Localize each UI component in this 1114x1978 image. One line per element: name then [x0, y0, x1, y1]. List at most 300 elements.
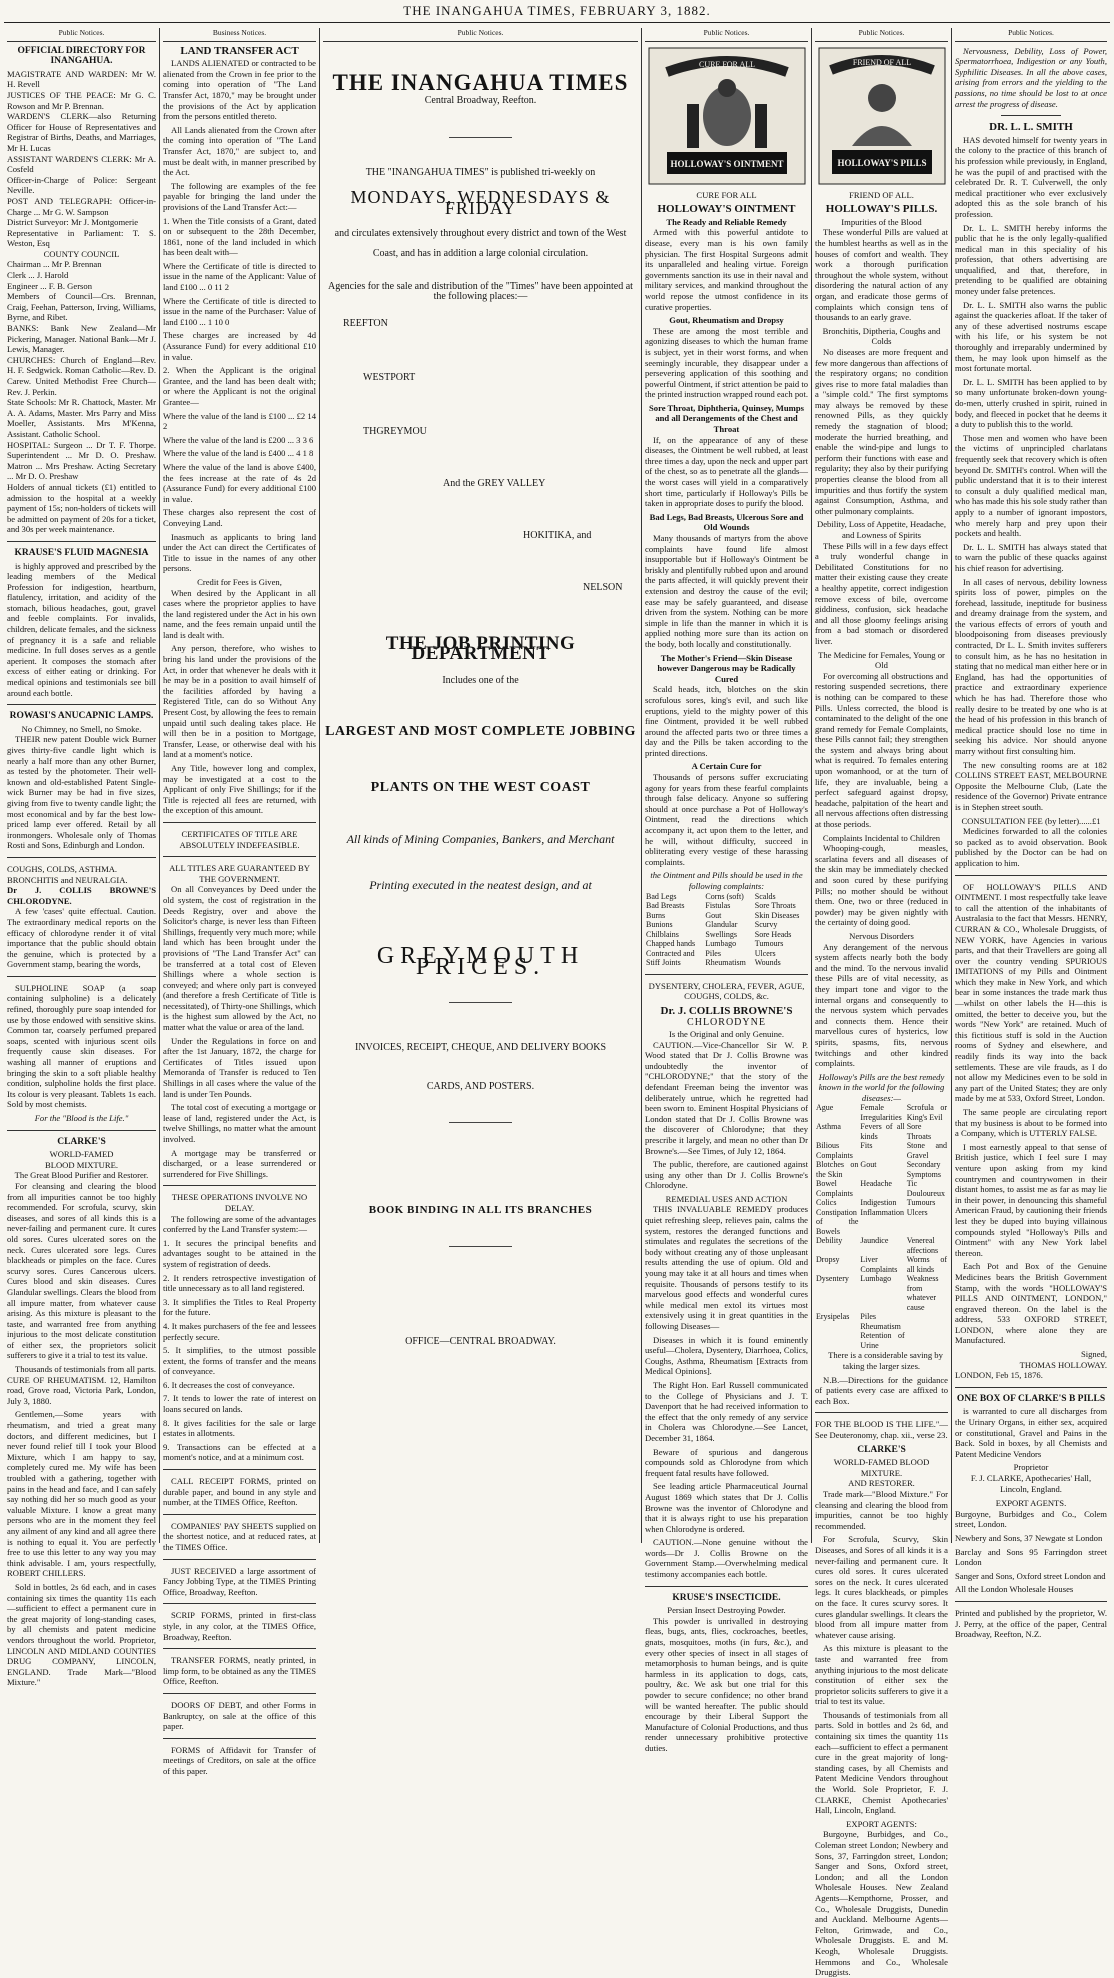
ointment-paragraph: Thousands of persons suffer excruciating agony for years from these fearful complaints through false delicacy. Anyone so suffering should at once purchase a Pot of Holloway's Ointment, read the directions which accompany it, act upon them to the letter, and he will, without difficulty, succeed in obliterating every vestige of these harassing complaints.: [645, 772, 808, 867]
clarke-pills-agent: Newbery and Sons, 37 Newgate st London: [955, 1532, 1103, 1543]
ad-pay-sheets: COMPANIES' PAY SHEETS supplied on the shortest notice, and at reduced rates, at the TIMES Office.: [163, 1520, 316, 1552]
divider: [163, 1738, 316, 1739]
directory-line: Holders of annual tickets (£1) entitled to admission to the hospital at a weekly payment of 15s; non-holders of tickets will be admitted on payment of 20s for a ticket, and 30s per week maintenance.: [7, 481, 156, 535]
land-fee: Where the value of the land is above £400, the fees increase at the rate of 4s 2d (Assurance Fund) for every additional £100 in value.: [163, 461, 316, 504]
table-cell: Gout: [705, 910, 722, 920]
pills-diseases-table: [815, 1103, 948, 1350]
table-row: [815, 1312, 948, 1322]
smith-paragraph: The new consulting rooms are at 182 COLLINS STREET EAST, MELBOURNE Opposite the Melbourne Club, (Late the residence of the Governor) Private entrance is in Stephen street south.: [955, 759, 1107, 812]
ointment-paragraph: Scald heads, itch, blotches on the skin scrofulous sores, king's evil, and such like eruptions, yield to the mighty power of this fine Ointment, provided it be well rubbed around the affected parts two or three times a day and the Pills be taken according to the printed directions.: [645, 684, 808, 758]
chlorodyne-sub: Is the Original and only Genuine.: [668, 1028, 785, 1039]
table-row: [815, 1179, 948, 1198]
directory-line: POST AND TELEGRAPH: Officer-in-Charge ... Mr G. W. Sampson: [7, 195, 156, 217]
printing-note: Printing executed in the neatest design, and at: [369, 878, 592, 893]
plants-heading: PLANTS ON THE WEST COAST: [370, 780, 591, 796]
ad-type: JUST RECEIVED a large assortment of Fancy Jobbing Type, at the TIMES Printing Office, Broadway, Reefton.: [163, 1565, 316, 1597]
directory-line: Representative in Parliament: T. S. Weston, Esq: [7, 227, 156, 249]
table-cell: Lumbago: [705, 939, 737, 949]
land-title: LAND TRANSFER ACT: [180, 44, 299, 57]
table-cell: Glandular: [705, 920, 738, 930]
ointment-paragraph: If, on the appearance of any of these diseases, the Ointment be well rubbed, at least three times a day, upon the neck and upper part of the chest, so as to penetrate all the glands—the worst cases will yield in a comparatively short time, particularly if Holloway's Pills be taken in appropriate doses to purify the blood.: [645, 434, 808, 509]
coughs-line: BRONCHITIS and NEURALGIA.: [7, 874, 128, 885]
chlorodyne-paragraph: CAUTION.—Vice-Chancellor Sir W. P. Wood stated that Dr J. Collis Browne was undoubtedly the inventor of "CHLORODYNE;" that the story of the defendant Freeman being the inventor was deliberately untrue, which he regretted had been sworn to. Eminent Hospital Physicians of London stated that Dr J. Collis Browne was the discoverer of Chlorodyne; that they prescribe it largely, and mean no other than Dr Browne's.—See Times, of July 12, 1864.: [645, 1039, 808, 1156]
table-cell: Fevers of all kinds: [860, 1122, 905, 1141]
clarke-pills-agent: Burgoyne, Burbidges and Co., Colem street, London.: [955, 1508, 1107, 1530]
clarke-title: CLARKE'S: [57, 1136, 106, 1147]
agency-place: HOKITIKA, and: [523, 529, 592, 541]
land-subhead: ALL TITLES ARE GUARANTEED BY: [169, 863, 310, 874]
rowasi-text: THEIR new patent Double wick Burner gives thirty-five candle light which is nearly a half more than any other Burner, as tested by the photometer. Their well-known and old-established Patent Single-wick Burner may be had in five sizes, giving from five to twenty candle light; the most economical and by far the best low-priced lamp ever offered. Retail by all ironmongers. Wholesale only of Thomas Rosti and Sons, Edinburgh and London.: [7, 734, 156, 851]
land-paragraph: When desired by the Applicant in all cases where the proprietor applies to have the land registered under the Act in his own name, and the fees remain unpaid until the land is dealt with.: [163, 587, 316, 640]
table-cell: Constipation of the Bowels: [816, 1207, 859, 1236]
divider: [7, 857, 156, 858]
land-subhead: ABSOLUTELY INDEFEASIBLE.: [179, 839, 300, 850]
land-subhead: THE GOVERNMENT.: [199, 873, 280, 884]
clarke-title: WORLD-FAMED: [49, 1149, 114, 1160]
ointment-complaints-table: [645, 892, 808, 968]
directory-line: ASSISTANT WARDEN'S CLERK: Mr A. Cosfeld: [7, 153, 156, 175]
holloway-notice-name: THOMAS HOLLOWAY.: [1019, 1359, 1107, 1370]
directory-line: WARDEN'S CLERK—also Returning Officer for House of Representatives and Registrar of Births, Deaths, and Marriages, Mr H. Lucas: [7, 111, 156, 153]
clarke-text: Thousands of testimonials from all parts. CURE OF RHEUMATISM. 12, Hamilton road, Grove road, Victoria Park, London, July 3, 1880.: [7, 1364, 156, 1406]
circulation-note: and circulates extensively throughout every district and town of the West Coast, and has in addition a large colonial circulation.: [334, 227, 627, 259]
divider: [163, 1648, 316, 1649]
pills-subhead: The Medicine for Females, Young or Old: [818, 649, 945, 671]
divider: [449, 1122, 512, 1123]
table-cell: Liver Complaints: [860, 1255, 898, 1274]
holloway-ointment-illustration: [647, 46, 807, 186]
agency-place: THGREYMOU: [363, 425, 427, 437]
table-row: [815, 1274, 948, 1312]
directory-line: JUSTICES OF THE PEACE: Mr G. C. Rowson and Mr P. Brennan.: [7, 89, 156, 111]
land-fee: Where the value of the land is £200 ... 3 3 6: [163, 434, 314, 445]
clarke-pills-title: ONE BOX OF CLARKE'S B PILLS: [956, 1393, 1106, 1404]
insecticide-title: KRUSE'S INSECTICIDE.: [672, 1592, 781, 1603]
table-row: [645, 901, 808, 911]
ointment-subhead: The Mother's Friend—Skin Disease however Dangerous may be Radically Cured: [657, 652, 796, 684]
divider: [163, 1185, 316, 1186]
pills-title: HOLLOWAY'S PILLS.: [825, 203, 938, 216]
directory-list: [7, 69, 156, 535]
smith-paragraph: Medicines forwarded to all the colonies so packed as to avoid observation. Book published by the Doctor can be had on application to him.: [955, 826, 1107, 868]
table-cell: Bad Breasts: [646, 901, 685, 911]
clarke-mid-agents: Burgoyne, Burbidges, and Co., Coleman street London; Newbery and Sons, 37, Farringdon street, London; Sanger and Sons, Oxford street, London; and all the London Wholesale Houses. New Zealand Agents—Kempthorne, Prosser, and Co., Wholesale Druggists, Dunedin and Auckland. Melbourne Agents—Felton, Grimwade, and Co., Wholesale Druggists. E. and M. Keogh, Wholesale Druggists. Hemmons and Co., Wholesale Druggists.: [815, 1829, 948, 1978]
table-cell: Ague: [816, 1103, 834, 1113]
land-paragraph: The total cost of executing a mortgage or lease of land, registered under the Act, is twelve Shillings, no matter what the amount involved.: [163, 1102, 316, 1144]
chlorodyne-paragraph: Beware of spurious and dangerous compounds sold as Chlorodyne from which frequent fatal results have followed.: [645, 1446, 808, 1478]
table-row: [645, 958, 808, 968]
agencies-note: Agencies for the sale and distribution of the "Times" have been appointed at the following places:—: [328, 280, 633, 303]
coughs-line: COUGHS, COLDS, ASTHMA.: [7, 863, 118, 874]
pills-note: There is a considerable saving by taking the larger sizes.: [828, 1350, 943, 1372]
divider: [163, 822, 316, 823]
ad-transfer: TRANSFER FORMS, neatly printed, in limp form, to be obtained as any the TIMES Office, Reefton.: [163, 1655, 316, 1687]
chlorodyne-paragraph: Diseases in which it is found eminently useful—Cholera, Dysentery, Diarrhoea, Colics, Coughs, Asthma, Rheumatism [Extracts from Medical Opinions].: [645, 1334, 808, 1377]
table-cell: Fits: [860, 1141, 873, 1151]
table-row: [815, 1236, 948, 1255]
clarke-mid-title: WORLD-FAMED BLOOD MIXTURE.: [833, 1457, 930, 1478]
clarke-pills-agents-heading: EXPORT AGENTS.: [995, 1498, 1067, 1509]
clarke-mid-paragraph: Thousands of testimonials from all parts. Sold in bottles and 2s 6d, and containing six times the quantity 11s each—sufficient to effect a permanent cure in the great majority of long-standing cases, by all Chemists and Patent Medicine Vendors throughout the World. Sole Proprietor, F. J. CLARKE, Chemist Apothecaries' Hall, Lincoln, England.: [815, 1709, 948, 1816]
table-row: [815, 1322, 948, 1332]
ointment-subhead: The Ready and Reliable Remedy: [666, 216, 787, 227]
column-header: Business Notices.: [163, 28, 316, 42]
smith-paragraph: Dr. L. L. SMITH also warns the public against the quackeries afloat. If the taker of any of these advertised nostrums escape with his life, or his system be not thoroughly and irreparably undermined by them, he may look upon himself as the most fortunate mortal.: [955, 299, 1107, 374]
table-cell: Rheumatism: [705, 958, 746, 968]
clarke-mid-title: AND RESTORER.: [848, 1478, 915, 1489]
insecticide-text: This powder is unrivalled in destroying fleas, bugs, ants, flies, cockroaches, beetles, gnats, mosquitoes, moths (in furs, &c.), and every other species of insect in all stages of metamorphosis to human beings, and is quite harmless in its application to dogs, cats, poultry, &c. We ask but one trial for this powder to secure confidence; no other brand will be wanted hereafter. The public should encourage by their Liberal Support the Manufacture of Colonial Productions, and thus render unnecessary prohibitive protective duties.: [645, 1615, 808, 1753]
table-cell: Sore Heads: [754, 929, 792, 939]
table-cell: Sore Throats: [754, 901, 796, 911]
table-cell: Piles: [705, 948, 721, 958]
divider: [1001, 115, 1062, 116]
land-paragraph: Inasmuch as applicants to bring land under the Act can direct the Certificates of Title to issue in the names of any other persons.: [163, 531, 316, 574]
clarke-pills-agent: All the London Wholesale Houses: [955, 1584, 1074, 1595]
table-cell: Sore Throats: [906, 1122, 932, 1141]
chlorodyne-paragraph: See leading article Pharmaceutical Journal August 1869 which states that Dr J. Collis Browne was the inventor of Chlorodyne and that it is always right to use his preparation when Chlorodyne is ordered.: [645, 1481, 808, 1534]
directory-line: State Schools: Mr R. Chattock, Master. Mr A. A. Adams, Master. Mrs Parry and Miss Moeller, Assistants. Mrs M'Kenna, Assistant. Catholic School.: [7, 397, 156, 439]
table-cell: Bad Legs: [646, 891, 677, 901]
clarke-text: Sold in bottles, 2s 6d each, and in cases containing six times the quantity 11s each—sufficient to effect a permanent cure in the great majority of long-standing cases, by all chemists and patent medicine vendors throughout the world. Proprietor, LINCOLN AND MIDLAND COUNTIES DRUG COMPANY, LINCOLN, ENGLAND. Trade Mark—"Blood Mixture.": [7, 1581, 156, 1688]
land-advantage: 2. It renders retrospective investigation of title unnecessary as to all land registered.: [163, 1272, 316, 1294]
table-cell: [906, 1312, 948, 1322]
land-fee: Where the value of the land is £100 ... £2 14 2: [163, 410, 316, 432]
divider: [163, 1693, 316, 1694]
holloway-pills-illustration: [817, 46, 947, 186]
pills-caption: FRIEND OF ALL.: [849, 189, 914, 200]
coughs-text: A few 'cases' quite effectual. Caution. The extraordinary medical reports on the efficacy of chlorodyne render it of vital importance that the public should obtain the genuine, which is protected by a Government stamp, bearing the words,: [7, 906, 156, 970]
directory-line: Clerk ... J. Harold: [7, 270, 69, 281]
pills-subhead: Holloway's Pills are the best remedy known in the world for the following diseases:—: [818, 1071, 945, 1103]
coughs-line: Dr J. COLLIS BROWNE'S CHLORODYNE.: [7, 885, 156, 906]
smith-paragraph: Those men and women who have been the victims of unprincipled charlatans frequently seek that recovery which is often beyond Dr. SMITH's control. When will the public understand that it is to their interest to consult a duly qualified medical man, who has made this his sole study rather than apply to a number of ignorant impostors, who merely harp and prey upon their pockets and health.: [955, 432, 1107, 539]
pills-subhead: Nervous Disorders: [849, 930, 914, 941]
cards-note: CARDS, AND POSTERS.: [426, 1080, 535, 1092]
land-fee: 2. When the Applicant is the original Grantee, and the land has been dealt with; or where the Applicant is not the original Grantee—: [163, 365, 316, 407]
divider: [815, 1412, 948, 1413]
ointment-title: HOLLOWAY'S OINTMENT: [657, 203, 796, 216]
pills-note: N.B.—Directions for the guidance of patients every case are affixed to each Box.: [815, 1374, 948, 1406]
land-subhead: THESE OPERATIONS INVOLVE NO DELAY.: [171, 1192, 308, 1213]
agency-place: And the GREY VALLEY: [443, 477, 546, 489]
publication-days: MONDAYS, WEDNESDAYS & FRIDAY: [350, 187, 611, 218]
chlorodyne-title: CHLORODYNE: [687, 1017, 766, 1029]
clarke-mid-title: CLARKE'S: [857, 1444, 906, 1455]
table-cell: Rheumatism: [860, 1321, 901, 1331]
ointment-banner: CURE FOR ALL: [698, 59, 755, 69]
table-cell: Stone and Gravel: [906, 1141, 947, 1160]
smith-paragraph: Dr. L. L. SMITH has been applied to by so many unfortunate broken-down young-do-men, utterly crushed in spirit, ruined in body, and fleeced in pocket that he deems it a duty to publish this to the world.: [955, 376, 1107, 430]
ad-forms: FORMS of Affidavit for Transfer of meetings of Creditors, on sale at the office of this paper.: [163, 1744, 316, 1776]
table-cell: Tic Douloureux: [906, 1179, 945, 1198]
divider: [7, 1130, 156, 1131]
table-row: [815, 1331, 948, 1350]
pills-subhead: Bronchitis, Diptheria, Coughs and Colds: [822, 325, 941, 347]
clarke-pills-agent: Sanger and Sons, Oxford street London and: [955, 1570, 1106, 1581]
ad-call-receipt: CALL RECEIPT FORMS, printed on durable paper, and bound in any style and number, at the TIMES Office, Reefton.: [163, 1476, 316, 1508]
divider: [645, 1586, 808, 1587]
table-row: [645, 930, 808, 940]
masthead-rule: [4, 22, 1110, 23]
directory-line: CHURCHES: Church of England—Rev. H. F. Sedgwick. Roman Catholic—Rev. D. Carew. United Methodist Free Church—Rev. J. Perkin.: [7, 354, 156, 397]
column-header: Public Notices.: [955, 28, 1107, 42]
clarke-mid-paragraph: For Scrofula, Scurvy, Skin Diseases, and Sores of all kinds it is a never-failing and permanent cure. It cures old sores. It cures ulcerated sores on the neck. It cures ulcerated legs. It cures blackheads, or pimples on the face. It cures scurvy sores. It cures glandular swellings. It clears the blood from all impure matter from whatever cause arising.: [815, 1534, 948, 1640]
ointment-paragraph: These are among the most terrible and agonizing diseases to which the human frame is subject, yet in their worst forms, and when seemingly incurable, they disappear under a persevering application of this soothing and powerful Ointment, if strict attention be paid to the printed instruction wrapped round each pot.: [645, 325, 808, 400]
land-paragraph: The following are some of the advantages conferred by the Land Transfer system:—: [163, 1213, 316, 1235]
land-paragraph: LANDS ALIENATED or contracted to be alienated from the Crown in fee prior to the coming into operation of "The Land Transfer Act, 1870," may be brought under the provisions of the Act by application from the persons entitled thereto.: [163, 58, 316, 122]
clarke-mid-paragraph: As this mixture is pleasant to the taste and warranted free from anything injurious to the most delicate constitution of either sex the proprietor solicits sufferers to give it a trial to test its value.: [815, 1643, 948, 1707]
krause-text: is highly approved and prescribed by the leading members of the Medical Profession for indigestion, heartburn, flatulency, irritation, and acidity of the stomach, bilious headaches, gout, gravel and feeble complaints. For invalids, children, delicate females, and the sickness of pregnancy it is a safe and reliable medicine. In full doses serves as a gentle aperient. It composes the stomach after excess of either eating or drinking. For medical opinions and testimonials see bill around each bottle.: [7, 560, 156, 698]
land-subhead: CERTIFICATES OF TITLE ARE: [181, 828, 298, 839]
ointment-subhead: A Certain Cure for: [691, 761, 762, 772]
greymouth-prices: GREYMOUTH PRICES.: [376, 942, 585, 980]
pills-banner: FRIEND OF ALL: [852, 57, 911, 67]
table-cell: Chapped hands: [646, 939, 696, 949]
table-cell: [906, 1322, 948, 1332]
pills-paragraph: Whooping-cough, measles, scarlatina fevers and all diseases of the skin may be immediately checked and soon cured by these purifying Pills; no mother should be without them. One, two or three (reduced in powder) may be given nightly with the certainty of doing good.: [815, 843, 948, 928]
smith-title: DR. L. L. SMITH: [989, 121, 1073, 134]
column-6: [951, 28, 1110, 1640]
clarke-title: BLOOD MIXTURE.: [44, 1159, 119, 1170]
divider: [163, 856, 316, 857]
column-header: Public Notices.: [7, 28, 156, 42]
column-3: [319, 28, 641, 1543]
krause-title: KRAUSE'S FLUID MAGNESIA: [14, 547, 149, 558]
directory-line: Chairman ... Mr P. Brennan: [7, 259, 102, 270]
divider: [449, 1246, 512, 1247]
ointment-paragraph: Many thousands of martyrs from the above complaints have found life almost insupportable but if Holloway's Ointment be briskly and plentifully rubbed upon and around the parts affected, it will quickly prevent their extension and destroy the cause of the evil; ease may be safely guaranteed, and disease driven from the system. Nothing can be more simple in life than the manner in which it is applied nothing more sure than its action on the body, both locally and constitutionally.: [645, 533, 808, 649]
table-cell: Weakness from whatever cause: [906, 1274, 939, 1312]
land-subhead: Credit for Fees is Given,: [197, 576, 282, 587]
divider: [163, 1514, 316, 1515]
land-fee: These charges also represent the cost of Conveying Land.: [163, 507, 316, 528]
directory-line: Members of Council—Crs. Brennan, Craig, Feehan, Patterson, Irving, Williams, Byrne, and Ribet.: [7, 291, 156, 323]
land-advantage: 9. Transactions can be effected at a moment's notice, and at a minimum cost.: [163, 1441, 316, 1463]
pills-subhead: Complaints Incidental to Children: [822, 832, 941, 843]
directory-line: District Surveyor: Mr J. Montgomerie: [7, 217, 139, 228]
table-row: [815, 1160, 948, 1179]
column-header: Public Notices.: [815, 28, 948, 42]
land-advantage: 1. It secures the principal benefits and advantages sought to be attained in the system of registration of deeds.: [163, 1237, 316, 1269]
office-address: OFFICE—CENTRAL BROADWAY.: [405, 1335, 556, 1347]
divider: [955, 1387, 1107, 1388]
table-row: [645, 920, 808, 930]
directory-line: Officer-in-Charge of Police: Sergeant Neville.: [7, 174, 156, 196]
holloway-notice-paragraph: I most earnestly appeal to that sense of British justice, which I feel sure I may venture upon asking from my kind countrymen and countrywomen in their distant homes, to assist me as far as may lie in their power, in denouncing this shameful American Fraud, by cautioning their friends lest they be duped into buying villainous compounds styled "Holloway's Pills and Ointment" with any New York label thereon.: [955, 1141, 1107, 1258]
newspaper-title: THE INANGAHUA TIMES: [332, 69, 629, 95]
table-cell: [906, 1331, 948, 1350]
invoices-note: INVOICES, RECEIPT, CHEQUE, AND DELIVERY BOOKS: [354, 1042, 607, 1054]
table-cell: Skin Diseases: [754, 910, 800, 920]
ointment-paragraph: Armed with this powerful antidote to disease, every man is his own family physician. The first Hospital Surgeons admit its unparalleled and healing virtue. Foreign governments sanction its use in their naval and military services, and mankind throughout the world repose the utmost confidence in its curative properties.: [645, 227, 808, 312]
table-cell: Scrofula or King's Evil: [906, 1103, 947, 1122]
land-advantage: 3. It simplifies the Titles to Real Property for the future.: [163, 1296, 316, 1318]
table-cell: [815, 1331, 859, 1350]
table-cell: Corns (soft): [705, 891, 744, 901]
holloway-notice-paragraph: OF HOLLOWAY'S PILLS AND OINTMENT. I most respectfully take leave to call the attention of the inhabitants of Australasia to the fact that Messrs. HENRY, CURRAN & CO., Wholesale Druggists, of NEW YORK, have Agencies in various parts, and that their Travellers are going all over the country vending SPURIOUS IMITATIONS of my Pills and Ointment which they make in New York, and which bear in some instances the trade mark thus—whilst on other labels the H—this is omitted, the better to deceive you, but the words "New York" are retained. Much of this fictitious stuff is sold in the Auction rooms of Sydney and elsewhere, and readily finds its way into the back settlements. These are vile frauds, as I do not allow my Medicines even to be sold in any part of the United States; they are only made by me at 533, Oxford Street, London.: [955, 881, 1107, 1104]
table-cell: Inflammation: [860, 1207, 904, 1217]
agency-place: WESTPORT: [363, 371, 416, 383]
table-cell: Retention of Urine: [860, 1331, 905, 1350]
insecticide-sub: Persian Insect Destroying Powder.: [667, 1605, 786, 1616]
clarke-mid-agents-heading: EXPORT AGENTS:: [846, 1818, 917, 1829]
divider: [163, 1559, 316, 1560]
divider: [163, 1603, 316, 1604]
ointment-caption: CURE FOR ALL: [696, 189, 757, 200]
clarke-pills-location: Lincoln, England.: [1000, 1483, 1062, 1494]
table-row: [645, 892, 808, 902]
pills-subhead: Impurities of the Blood: [841, 216, 922, 227]
chlorodyne-title: Dr. J. COLLIS BROWNE'S: [660, 1004, 793, 1017]
agency-place: REEFTON: [343, 317, 388, 329]
ointment-subhead: Bad Legs, Bad Breasts, Ulcerous Sore and Old Wounds: [649, 511, 804, 533]
land-fee: These charges are increased by 4d (Assurance Fund) for every additional £10 in value.: [163, 330, 316, 362]
divider: [645, 974, 808, 975]
table-cell: Blotches on the Skin: [816, 1160, 859, 1179]
sulpholine-text: SULPHOLINE SOAP (a soap containing sulpholine) is a delicately refined, thoroughly pure soap intended for use by those endowed with sensitive skins. Common tar, coarsely perfumed prepared soaps, scented with injurious scent oils frequently cause skin diseases. For washing all manner of eruptions and bringing the skin to a soft pliable healthy condition, sulpholine holds the first place. Its colour is very pleasant. Tablets 1s each. Sold by most chemists.: [7, 982, 156, 1110]
table-cell: Contracted and: [646, 948, 695, 958]
land-fee: 1. When the Title consists of a Grant, dated on or subsequent to the 28th December, 1861, none of the land included in which has been dealt with—: [163, 215, 316, 258]
clarke-pills-proprietor: Proprietor: [1013, 1462, 1049, 1473]
land-fee: Where the Certificate of title is directed to issue in the name of the Purchaser: Value of land £100 ... 1 10 0: [163, 295, 316, 327]
clarke-mid-paragraph: Trade mark—"Blood Mixture." For cleansing and clearing the blood from impurities, cannot be too highly recommended.: [815, 1489, 948, 1531]
table-cell: Tumours: [754, 939, 784, 949]
pills-paragraph: These Pills will in a few days effect a truly wonderful change in Debilitated Constitutions for no matter their existing cause they create a healthy appetite, correct indigestion remove excess of bile, overcome giddiness, confusion, sick headache and all those gloomy feelings arising from a bad stomach or disordered liver.: [815, 540, 948, 646]
holloway-notice-paragraph: Each Pot and Box of the Genuine Medicines bears the British Government Stamp, with the words "HOLLOWAY'S PILLS AND OINTMENT, LONDON," engraved thereon. On the label is the address, 533 OXFORD STREET, LONDON, where alone they are Manufactured.: [955, 1261, 1107, 1346]
newspaper-address: Central Broadway, Reefton.: [424, 95, 537, 107]
table-cell: Headache: [860, 1179, 892, 1189]
divider: [7, 541, 156, 542]
table-cell: Asthma: [816, 1122, 841, 1132]
table-cell: Wounds: [754, 958, 781, 968]
smith-paragraph: Dr. L. L. SMITH has always stated that to warn the public of these quacks against his chief reason for advertising.: [955, 541, 1107, 573]
mining-note: All kinds of Mining Companies, Bankers, and Merchant: [346, 831, 615, 846]
table-cell: Dropsy: [816, 1255, 840, 1265]
column-5: [811, 28, 951, 1978]
imprint: Printed and published by the proprietor, W. J. Perry, at the office of the paper, Central Broadway, Reefton, N.Z.: [955, 1607, 1107, 1640]
smith-paragraph: In all cases of nervous, debility lowness spirits loss of power, pimples on the forehead, lassitude, ineptitude for business and dreamy drainage from the system, and the various effects of errors of youth and bloodpoisoning from diseases previously contracted, Dr L. L. Smith invites sufferers to consult him, as he has no hesitation in stating that no medical man either here or in England, has had the opportunities of practice and extraordinary experience which he has had. Therefore those who really desire to be treated by one who is at the head of his profession in this branch of medical practice should lose no time in seeking his advice. Nor should anyone marry without first consulting him.: [955, 576, 1107, 756]
chlorodyne-paragraph: The Right Hon. Earl Russell communicated to the College of Physicians and J. T. Davenport that he had received information to the effect that the only remedy of any service in Cholera was Chlorodyne.—See Lancet, December 31, 1864.: [645, 1379, 808, 1443]
clarke-text: For cleansing and clearing the blood from all impurities cannot be too highly recommended. For scrofula, scurvy, skin diseases, and sores of all kinds this is a never-failing and permanent cure. It cures old sores. Cures ulcerated sores on the neck. Cures ulcerated sore legs. Cures blackheads or pimples on the face. Cures scurvy sores. Cures Cancerous ulcers. Cures blood and skin diseases. Cures Glandular swellings. Clears the blood from all impure matter, from whatever cause arising. As this mixture is pleasant to the taste, and warranted free from anything injurious to the most delicate constitution of either sex, the proprietors solicit sufferers to give it a trial to test its value.: [7, 1180, 156, 1361]
directory-title: OFFICIAL DIRECTORY FOR INANGAHUA.: [17, 45, 146, 67]
table-cell: Scurvy: [754, 920, 778, 930]
table-cell: Jaundice: [860, 1236, 889, 1246]
pills-paragraph: No diseases are more frequent and few more dangerous than affections of the respiratory organs; no condition gives rise to more fatal maladies than a "simple cold." The first symptoms may always be removed by these renowned Pills, as they quickly remedy the stagnation of blood; moderate the hurried breathing, and enable the wind-pipe and lungs to perform their functions with ease and regularity; they also by their purifying properties cleanse the blood from all impurities and thus fortify the system against Consumption, Asthma, and other pulmonary complaints.: [815, 346, 948, 516]
clarke-subtitle: The Great Blood Purifier and Restorer.: [14, 1170, 149, 1181]
land-paragraph: A mortgage may be transferred or discharged, or a lease surrendered or surrendered for Five Shillings.: [163, 1147, 316, 1179]
table-cell: Burns: [646, 910, 666, 920]
table-cell: Tumours: [906, 1198, 936, 1208]
agency-places: [323, 309, 638, 609]
ointment-subhead: Gout, Rheumatism and Dropsy: [669, 315, 784, 326]
divider: [7, 976, 156, 977]
divider: [955, 875, 1107, 876]
holloway-notice-paragraph: The same people are circulating report that my business is about to be formed into a Company, which is UTTERLY FALSE.: [955, 1107, 1107, 1139]
land-fee: Where the Certificate of title is directed to issue in the name of the Applicant: Value of land £100 ... 0 11 2: [163, 260, 316, 293]
directory-line: COUNTY COUNCIL: [43, 248, 120, 259]
land-advantage: 8. It gives facilities for the sale or large estates in allotments.: [163, 1417, 316, 1439]
directory-line: MAGISTRATE AND WARDEN: Mr W. H. Revell: [7, 68, 156, 90]
clarke-pills-paragraph: is warranted to cure all discharges from the Urinary Organs, in either sex, acquired or constitutional, Gravel and Pains in the Back. Sold in boxes, by all Chemists and Patent Medicine Vendors: [955, 1406, 1107, 1459]
chlorodyne-head: DYSENTERY, CHOLERA, FEVER, AGUE, COUGHS, COLDS, &c.: [648, 980, 805, 1002]
chlorodyne-paragraph: The public, therefore, are cautioned against using any other than Dr J. Collis Browne's Chlorodyne.: [645, 1159, 808, 1191]
divider: [7, 704, 156, 705]
table-row: [815, 1122, 948, 1141]
smith-paragraph: HAS devoted himself for twenty years in the colony to the practice of this branch of his profession while previously, in England, he was the pupil of and practised with the celebrated Dr. R. T. Culverwell, the only medical practitioner who ever exclusively adopted this as the sole branch of his profession.: [955, 134, 1107, 219]
directory-line: BANKS: Bank New Zealand—Mr Pickering, Manager. National Bank—Mr J. Lewis, Manager.: [7, 323, 156, 355]
smith-fee: CONSULTATION FEE (by letter)......£1: [961, 815, 1101, 826]
land-paragraph: The following are examples of the fee payable for bringing the land under the provisions of the Land Transfer Act:—: [163, 180, 316, 212]
ad-scrip: SCRIP FORMS, printed in first-class style, in any color, at the TIMES Office, Broadway, Reefton.: [163, 1610, 316, 1642]
table-cell: Chilblains: [646, 929, 679, 939]
table-cell: Bowel Complaints: [816, 1179, 853, 1198]
chlorodyne-paragraph: CAUTION.—None genuine without the words—Dr J. Collis Browne on the Government Stamp.—Overwhelming medical testimony accompanies each bottle.: [645, 1537, 808, 1580]
table-cell: Swellings: [705, 929, 737, 939]
smith-paragraph: Dr. L. L. SMITH hereby informs the public that he is the only legally-qualified medical man in this speciality of his profession, that others advertising are unqualified, and that, therefore, in pretending to be qualified are obtaining money under false pretences.: [955, 222, 1107, 297]
table-cell: Indigestion: [860, 1198, 897, 1208]
holloway-notice-signed: Signed,: [1080, 1349, 1107, 1360]
chlorodyne-subhead: REMEDIAL USES AND ACTION: [665, 1193, 788, 1204]
directory-line: Engineer ... F. B. Gerson: [7, 280, 92, 291]
ointment-subhead: Sore Throat, Diphtheria, Quinsey, Mumps and all Derangements of the Chest and Throat: [649, 402, 804, 435]
publication-note: THE "INANGAHUA TIMES" is published tri-weekly on: [365, 166, 596, 178]
table-cell: Bunions: [646, 920, 673, 930]
table-cell: Dysentery: [816, 1274, 849, 1284]
table-cell: Worms of all kinds: [906, 1255, 947, 1274]
column-header: Public Notices.: [323, 28, 638, 42]
column-header: Public Notices.: [645, 28, 808, 42]
table-cell: Erysipelas: [816, 1312, 850, 1322]
land-paragraph: All Lands alienated from the Crown after the coming into operation of "The Land Transfer Act, 1870," are subject to, and must be dealt with, in manner prescribed by the Act.: [163, 124, 316, 178]
holloway-notice-date: LONDON, Feb 15, 1876.: [955, 1370, 1043, 1381]
land-fee: Where the value of the land is £400 ... 4 1 8: [163, 448, 314, 459]
clarke-pills-agent: Barclay and Sons 95 Farringdon street London: [955, 1546, 1107, 1568]
agency-place: NELSON: [583, 581, 623, 593]
ointment-subhead: the Ointment and Pills should be used in the following complaints:: [650, 870, 803, 891]
land-paragraph: Any Title, however long and complex, may be investigated at a cost to the Applicant of only Five Shillings; for if the Title is rejected all fees are returned, with the exception of this amount.: [163, 763, 316, 816]
directory-line: HOSPITAL: Surgeon ... Dr T. F. Thorpe. Superintendent ... Mr D. O. Preshaw. Matron ... Mrs Preshaw. Acting Secretary ... Mr D. O. Preshaw: [7, 439, 156, 482]
column-4: [641, 28, 811, 1753]
bookbinding-heading: BOOK BINDING IN ALL ITS BRANCHES: [368, 1204, 593, 1217]
table-cell: Stiff Joints: [646, 958, 681, 968]
ad-doors: DOORS OF DEBT, and other Forms in Bankruptcy, on sale at the office of this paper.: [163, 1699, 316, 1732]
table-row: [645, 939, 808, 949]
clarke-mid-line: FOR THE BLOOD IS THE LIFE."—See Deuteronomy, chap. xii., verse 23.: [815, 1419, 948, 1441]
divider: [449, 137, 512, 138]
job-printing-heading: THE JOB PRINTING DEPARTMENT: [385, 632, 576, 665]
table-cell: Colics: [816, 1198, 837, 1208]
table-cell: [815, 1322, 859, 1332]
pills-subhead: Debility, Loss of Appetite, Headache, and Lowness of Spirits: [816, 519, 947, 540]
table-cell: Ulcers: [906, 1207, 928, 1217]
table-cell: Secondary Symptoms: [906, 1160, 941, 1179]
table-row: [815, 1198, 948, 1208]
table-row: [815, 1103, 948, 1122]
table-row: [815, 1141, 948, 1160]
table-row: [645, 949, 808, 959]
pills-paragraph: For overcoming all obstructions and restoring suspended secretions, there is nothing can be compared to these Pills. Unless corrected, the blood is contaminated to the delight of the one grand remedy for Female Complaints, these Pills cannot fail; they strengthen the system and always bring about what is required. To females entering upon womanhood, or at the turn of life, they are invaluable, being a perfect safeguard against dropsy, headache, palpitation of the heart and all nervous affections often distressing at those periods.: [815, 670, 948, 830]
table-cell: Lumbago: [860, 1274, 892, 1284]
divider: [163, 1469, 316, 1470]
table-cell: Bilious Complaints: [816, 1141, 853, 1160]
table-row: [815, 1208, 948, 1237]
rowasi-title: ROWASI'S ANUCAPNIC LAMPS.: [9, 711, 154, 722]
land-paragraph: Under the Regulations in force on and after the 1st January, 1872, the charge for Certificates of Titles issued upon Memoranda of Transfer is reduced to Ten Shillings in all cases where the value of the land is under Ten Pounds.: [163, 1035, 316, 1099]
land-advantage: 7. It tends to lower the rate of interest on loans secured on lands.: [163, 1393, 316, 1415]
land-paragraph: Any person, therefore, who wishes to bring his land under the provisions of the Act, in order that whenever he deals with it he may be in a position to avail himself of the facilities afforded by having a Registered Title, can do so Without Any Present Cost, by allowing the fees to remain unpaid until such dealing takes place. He will then be in a position to Mortgage, Transfer, Lease, or otherwise deal with his land at a moment's notice.: [163, 643, 316, 760]
divider: [955, 1601, 1107, 1602]
table-cell: Scalds: [754, 891, 776, 901]
